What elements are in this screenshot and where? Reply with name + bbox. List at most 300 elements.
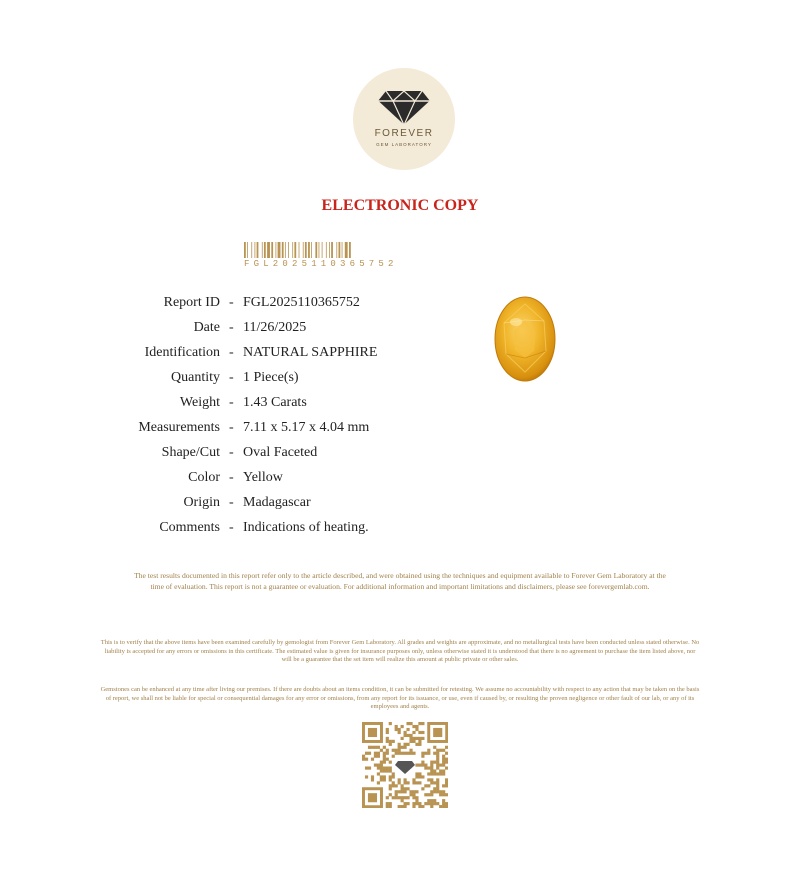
qr-module	[404, 734, 407, 737]
qr-module	[389, 787, 392, 790]
qr-module	[371, 758, 374, 761]
qr-module	[404, 778, 407, 781]
qr-module	[392, 755, 395, 758]
qr-module	[386, 749, 389, 752]
barcode-bar	[311, 242, 312, 258]
qr-module	[409, 752, 412, 755]
label-quantity: Quantity	[171, 370, 220, 385]
barcode-bar	[349, 242, 351, 258]
qr-module	[383, 775, 386, 778]
barcode-bar	[288, 242, 289, 258]
barcode-bar	[282, 242, 284, 258]
value-shape-cut: Oval Faceted	[243, 445, 318, 460]
qr-module	[395, 749, 398, 752]
qr-module	[374, 755, 377, 758]
qr-module	[371, 746, 374, 749]
qr-module	[409, 793, 412, 796]
qr-module	[383, 778, 386, 781]
qr-module	[412, 752, 415, 755]
verification-statement: This is to verify that the above items have been examined carefully by gemologist from Forever Gem Laboratory. All grades and weights are approximate, and no metallurgical tests have been conducted unless stated otherwise. No liability is accepted for any errors or omissions in this certificate. The estimated value is given for insurance purposes only, unless otherwise stated it is understood that there is no agreement to purchase the item listed above, nor will be a guarantee that the set item will realize this amount at public private or other sales.	[100, 639, 700, 664]
value-report-id: FGL2025110365752	[243, 295, 360, 310]
qr-module	[395, 796, 398, 799]
qr-module	[412, 805, 415, 808]
qr-finder	[433, 728, 442, 737]
qr-module	[430, 764, 433, 767]
qr-module	[401, 784, 404, 787]
qr-module	[436, 787, 439, 790]
qr-module	[362, 755, 365, 758]
qr-module	[406, 802, 409, 805]
qr-module	[424, 752, 427, 755]
qr-module	[427, 784, 430, 787]
qr-module	[386, 728, 389, 731]
qr-module	[436, 772, 439, 775]
qr-module	[445, 805, 448, 808]
qr-module	[406, 781, 409, 784]
barcode-bar	[326, 242, 327, 258]
qr-module	[430, 802, 433, 805]
qr-module	[442, 755, 445, 758]
row-measurements	[0, 420, 500, 440]
qr-module	[445, 793, 448, 796]
barcode-bar	[319, 242, 320, 258]
row-origin	[0, 495, 500, 515]
qr-module	[442, 802, 445, 805]
qr-module	[386, 769, 389, 772]
qr-module	[409, 737, 412, 740]
report-note: The test results documented in this report refer only to the article described, and were obtained using the techniques and equipment available to Forever Gem Laboratory at the time of evaluation. This report is not a guarantee or evaluation. For additional information and important limitations and disclaimers, please see forevergemlab.com.	[134, 571, 666, 591]
qr-module	[406, 752, 409, 755]
qr-module	[418, 737, 421, 740]
barcode-bar	[264, 242, 266, 258]
qr-module	[421, 731, 424, 734]
qr-module	[421, 722, 424, 725]
qr-module	[383, 769, 386, 772]
qr-module	[389, 740, 392, 743]
qr-module	[445, 766, 448, 769]
qr-module	[430, 769, 433, 772]
qr-module	[433, 746, 436, 749]
qr-module	[406, 796, 409, 799]
qr-logo-icon	[395, 761, 415, 774]
qr-module	[424, 764, 427, 767]
qr-module	[442, 761, 445, 764]
qr-module	[383, 766, 386, 769]
qr-module	[442, 805, 445, 808]
barcode-bar	[331, 242, 333, 258]
barcode-bar	[336, 242, 337, 258]
qr-module	[365, 758, 368, 761]
barcode-bar	[299, 242, 300, 258]
qr-module	[433, 781, 436, 784]
barcode-bar	[342, 242, 343, 258]
qr-module	[383, 761, 386, 764]
value-measurements: 7.11 x 5.17 x 4.04 mm	[243, 420, 370, 435]
qr-module	[430, 761, 433, 764]
qr-module	[439, 769, 442, 772]
qr-module	[392, 796, 395, 799]
qr-module	[398, 743, 401, 746]
qr-module	[380, 749, 383, 752]
qr-module	[445, 758, 448, 761]
qr-module	[436, 784, 439, 787]
qr-module	[386, 731, 389, 734]
row-date	[0, 320, 500, 340]
qr-module	[404, 787, 407, 790]
qr-module	[377, 781, 380, 784]
barcode-bar	[251, 242, 252, 258]
qr-module	[412, 796, 415, 799]
separator: -	[229, 495, 234, 510]
qr-module	[418, 743, 421, 746]
qr-module	[401, 725, 404, 728]
qr-module	[395, 752, 398, 755]
diamond-icon	[377, 90, 431, 126]
qr-code[interactable]	[362, 722, 448, 808]
qr-module	[395, 725, 398, 728]
qr-module	[401, 790, 404, 793]
barcode-bar	[294, 242, 296, 258]
qr-module	[409, 749, 412, 752]
qr-module	[389, 761, 392, 764]
qr-module	[430, 799, 433, 802]
barcode-bar	[303, 242, 304, 258]
qr-module	[386, 752, 389, 755]
qr-module	[439, 790, 442, 793]
qr-module	[415, 764, 418, 767]
qr-module	[401, 737, 404, 740]
qr-module	[389, 793, 392, 796]
qr-module	[445, 746, 448, 749]
qr-module	[389, 802, 392, 805]
qr-module	[415, 772, 418, 775]
qr-module	[395, 784, 398, 787]
qr-module	[383, 746, 386, 749]
qr-module	[424, 802, 427, 805]
qr-module	[442, 799, 445, 802]
qr-module	[398, 781, 401, 784]
row-comments	[0, 520, 500, 540]
qr-module	[430, 778, 433, 781]
qr-module	[427, 793, 430, 796]
qr-module	[412, 778, 415, 781]
qr-module	[389, 743, 392, 746]
qr-module	[404, 796, 407, 799]
qr-module	[418, 731, 421, 734]
separator: -	[229, 370, 234, 385]
qr-module	[442, 749, 445, 752]
qr-module	[412, 731, 415, 734]
separator: -	[229, 320, 234, 335]
qr-module	[374, 764, 377, 767]
qr-module	[380, 766, 383, 769]
qr-module	[395, 790, 398, 793]
qr-module	[421, 787, 424, 790]
qr-module	[436, 761, 439, 764]
qr-module	[427, 802, 430, 805]
qr-module	[406, 743, 409, 746]
qr-module	[401, 787, 404, 790]
qr-module	[436, 755, 439, 758]
qr-module	[412, 725, 415, 728]
qr-module	[442, 790, 445, 793]
qr-module	[392, 784, 395, 787]
qr-module	[433, 772, 436, 775]
qr-module	[362, 758, 365, 761]
barcode-bar	[285, 242, 286, 258]
qr-module	[436, 758, 439, 761]
qr-module	[404, 743, 407, 746]
qr-module	[368, 766, 371, 769]
qr-module	[383, 758, 386, 761]
barcode	[244, 242, 464, 258]
value-quantity: 1 Piece(s)	[243, 370, 299, 385]
qr-module	[436, 764, 439, 767]
qr-module	[415, 725, 418, 728]
barcode-bar	[339, 242, 341, 258]
label-date: Date	[193, 320, 220, 335]
qr-module	[415, 775, 418, 778]
separator: -	[229, 345, 234, 360]
qr-module	[398, 778, 401, 781]
qr-module	[365, 775, 368, 778]
qr-module	[404, 802, 407, 805]
value-date: 11/26/2025	[243, 320, 307, 335]
qr-module	[401, 796, 404, 799]
qr-module	[392, 781, 395, 784]
qr-module	[445, 802, 448, 805]
qr-module	[401, 752, 404, 755]
label-identification: Identification	[144, 345, 220, 360]
qr-module	[389, 784, 392, 787]
barcode-bar	[257, 242, 259, 258]
qr-finder	[368, 728, 377, 737]
qr-module	[398, 752, 401, 755]
qr-module	[433, 790, 436, 793]
qr-module	[377, 772, 380, 775]
qr-module	[409, 734, 412, 737]
barcode-number: FGL2025110365752	[244, 259, 398, 269]
qr-module	[415, 799, 418, 802]
qr-module	[392, 740, 395, 743]
qr-module	[433, 787, 436, 790]
qr-module	[436, 790, 439, 793]
barcode-bar	[305, 242, 307, 258]
qr-module	[421, 775, 424, 778]
qr-module	[386, 737, 389, 740]
qr-module	[445, 761, 448, 764]
label-shape-cut: Shape/Cut	[161, 445, 220, 460]
barcode-bar	[329, 242, 330, 258]
qr-module	[418, 772, 421, 775]
value-color: Yellow	[243, 470, 283, 485]
qr-module	[421, 805, 424, 808]
qr-module	[406, 734, 409, 737]
barcode-bar	[262, 242, 263, 258]
qr-module	[412, 790, 415, 793]
qr-module	[404, 752, 407, 755]
label-comments: Comments	[159, 520, 220, 535]
separator: -	[229, 520, 234, 535]
qr-module	[377, 764, 380, 767]
qr-module	[365, 752, 368, 755]
qr-module	[377, 746, 380, 749]
qr-module	[380, 778, 383, 781]
qr-module	[436, 778, 439, 781]
qr-module	[430, 793, 433, 796]
qr-module	[442, 758, 445, 761]
qr-module	[383, 752, 386, 755]
qr-module	[445, 752, 448, 755]
qr-module	[409, 740, 412, 743]
qr-module	[398, 796, 401, 799]
qr-module	[386, 802, 389, 805]
qr-module	[383, 755, 386, 758]
qr-module	[415, 737, 418, 740]
qr-module	[418, 740, 421, 743]
qr-module	[439, 749, 442, 752]
qr-module	[398, 746, 401, 749]
barcode-bar	[244, 242, 246, 258]
label-measurements: Measurements	[138, 420, 220, 435]
qr-module	[389, 778, 392, 781]
qr-module	[368, 746, 371, 749]
qr-module	[401, 805, 404, 808]
qr-module	[436, 749, 439, 752]
qr-module	[415, 796, 418, 799]
qr-module	[398, 749, 401, 752]
separator: -	[229, 395, 234, 410]
value-comments: Indications of heating.	[243, 520, 369, 535]
qr-module	[412, 781, 415, 784]
qr-module	[442, 764, 445, 767]
qr-module	[415, 743, 418, 746]
qr-module	[430, 772, 433, 775]
qr-module	[427, 778, 430, 781]
qr-finder	[368, 793, 377, 802]
qr-module	[421, 764, 424, 767]
logo-subtitle: GEM LABORATORY	[376, 142, 432, 147]
qr-module	[442, 793, 445, 796]
qr-module	[418, 802, 421, 805]
barcode-bar	[267, 242, 270, 258]
qr-module	[412, 737, 415, 740]
qr-module	[377, 755, 380, 758]
qr-module	[445, 781, 448, 784]
qr-module	[392, 749, 395, 752]
barcode-bar	[278, 242, 281, 258]
qr-module	[389, 769, 392, 772]
barcode-bar	[247, 242, 248, 258]
qr-module	[424, 793, 427, 796]
qr-module	[433, 802, 436, 805]
qr-module	[374, 752, 377, 755]
qr-module	[398, 731, 401, 734]
qr-module	[380, 764, 383, 767]
separator: -	[229, 470, 234, 485]
qr-module	[430, 790, 433, 793]
qr-module	[415, 802, 418, 805]
qr-module	[409, 790, 412, 793]
barcode-bar	[271, 242, 273, 258]
qr-module	[371, 775, 374, 778]
qr-module	[433, 769, 436, 772]
qr-module	[395, 728, 398, 731]
qr-module	[436, 802, 439, 805]
qr-module	[442, 772, 445, 775]
gemstone-image	[494, 296, 556, 382]
barcode-bar	[255, 242, 256, 258]
qr-module	[389, 775, 392, 778]
qr-module	[424, 766, 427, 769]
qr-module	[433, 799, 436, 802]
qr-module	[430, 781, 433, 784]
row-color	[0, 470, 500, 490]
qr-module	[445, 778, 448, 781]
qr-module	[371, 778, 374, 781]
value-origin: Madagascar	[243, 495, 311, 510]
row-report-id	[0, 295, 500, 315]
barcode-bar	[315, 242, 317, 258]
qr-module	[404, 805, 407, 808]
value-identification: NATURAL SAPPHIRE	[243, 345, 378, 360]
qr-module	[401, 799, 404, 802]
qr-module	[404, 790, 407, 793]
qr-module	[380, 761, 383, 764]
qr-module	[415, 728, 418, 731]
qr-module	[380, 775, 383, 778]
qr-module	[406, 728, 409, 731]
qr-module	[386, 758, 389, 761]
qr-module	[421, 755, 424, 758]
qr-module	[430, 766, 433, 769]
qr-module	[406, 722, 409, 725]
separator: -	[229, 420, 234, 435]
label-weight: Weight	[179, 395, 220, 410]
qr-module	[418, 805, 421, 808]
qr-module	[421, 761, 424, 764]
qr-module	[442, 784, 445, 787]
qr-module	[392, 775, 395, 778]
qr-module	[409, 722, 412, 725]
qr-module	[427, 749, 430, 752]
qr-module	[389, 722, 392, 725]
qr-module	[427, 766, 430, 769]
qr-module	[401, 746, 404, 749]
qr-module	[398, 805, 401, 808]
enhancement-statement: Gemstones can be enhanced at any time after living our premises. If there are doubts about an items condition, it can be submitted for retesting. We assume no accountability with respect to any action that may be taken on the basis of report, we shall not be liable for special or consequential damages for any error or omissions, from any report for its issuance, or use, even if caused by, or resulting the proven negligence or other fault of our lab, or any of its employees and agents.	[100, 686, 700, 711]
qr-module	[445, 784, 448, 787]
barcode-bar	[345, 242, 348, 258]
qr-module	[418, 781, 421, 784]
qr-module	[389, 766, 392, 769]
qr-module	[412, 740, 415, 743]
qr-module	[415, 781, 418, 784]
row-identification	[0, 345, 500, 365]
qr-module	[368, 752, 371, 755]
qr-module	[421, 737, 424, 740]
label-report-id: Report ID	[163, 295, 220, 310]
qr-module	[395, 793, 398, 796]
qr-module	[412, 793, 415, 796]
qr-module	[404, 746, 407, 749]
barcode-bar	[322, 242, 323, 258]
qr-module	[418, 775, 421, 778]
qr-module	[421, 752, 424, 755]
barcode-bar	[308, 242, 310, 258]
qr-module	[430, 805, 433, 808]
barcode-bar	[292, 242, 293, 258]
